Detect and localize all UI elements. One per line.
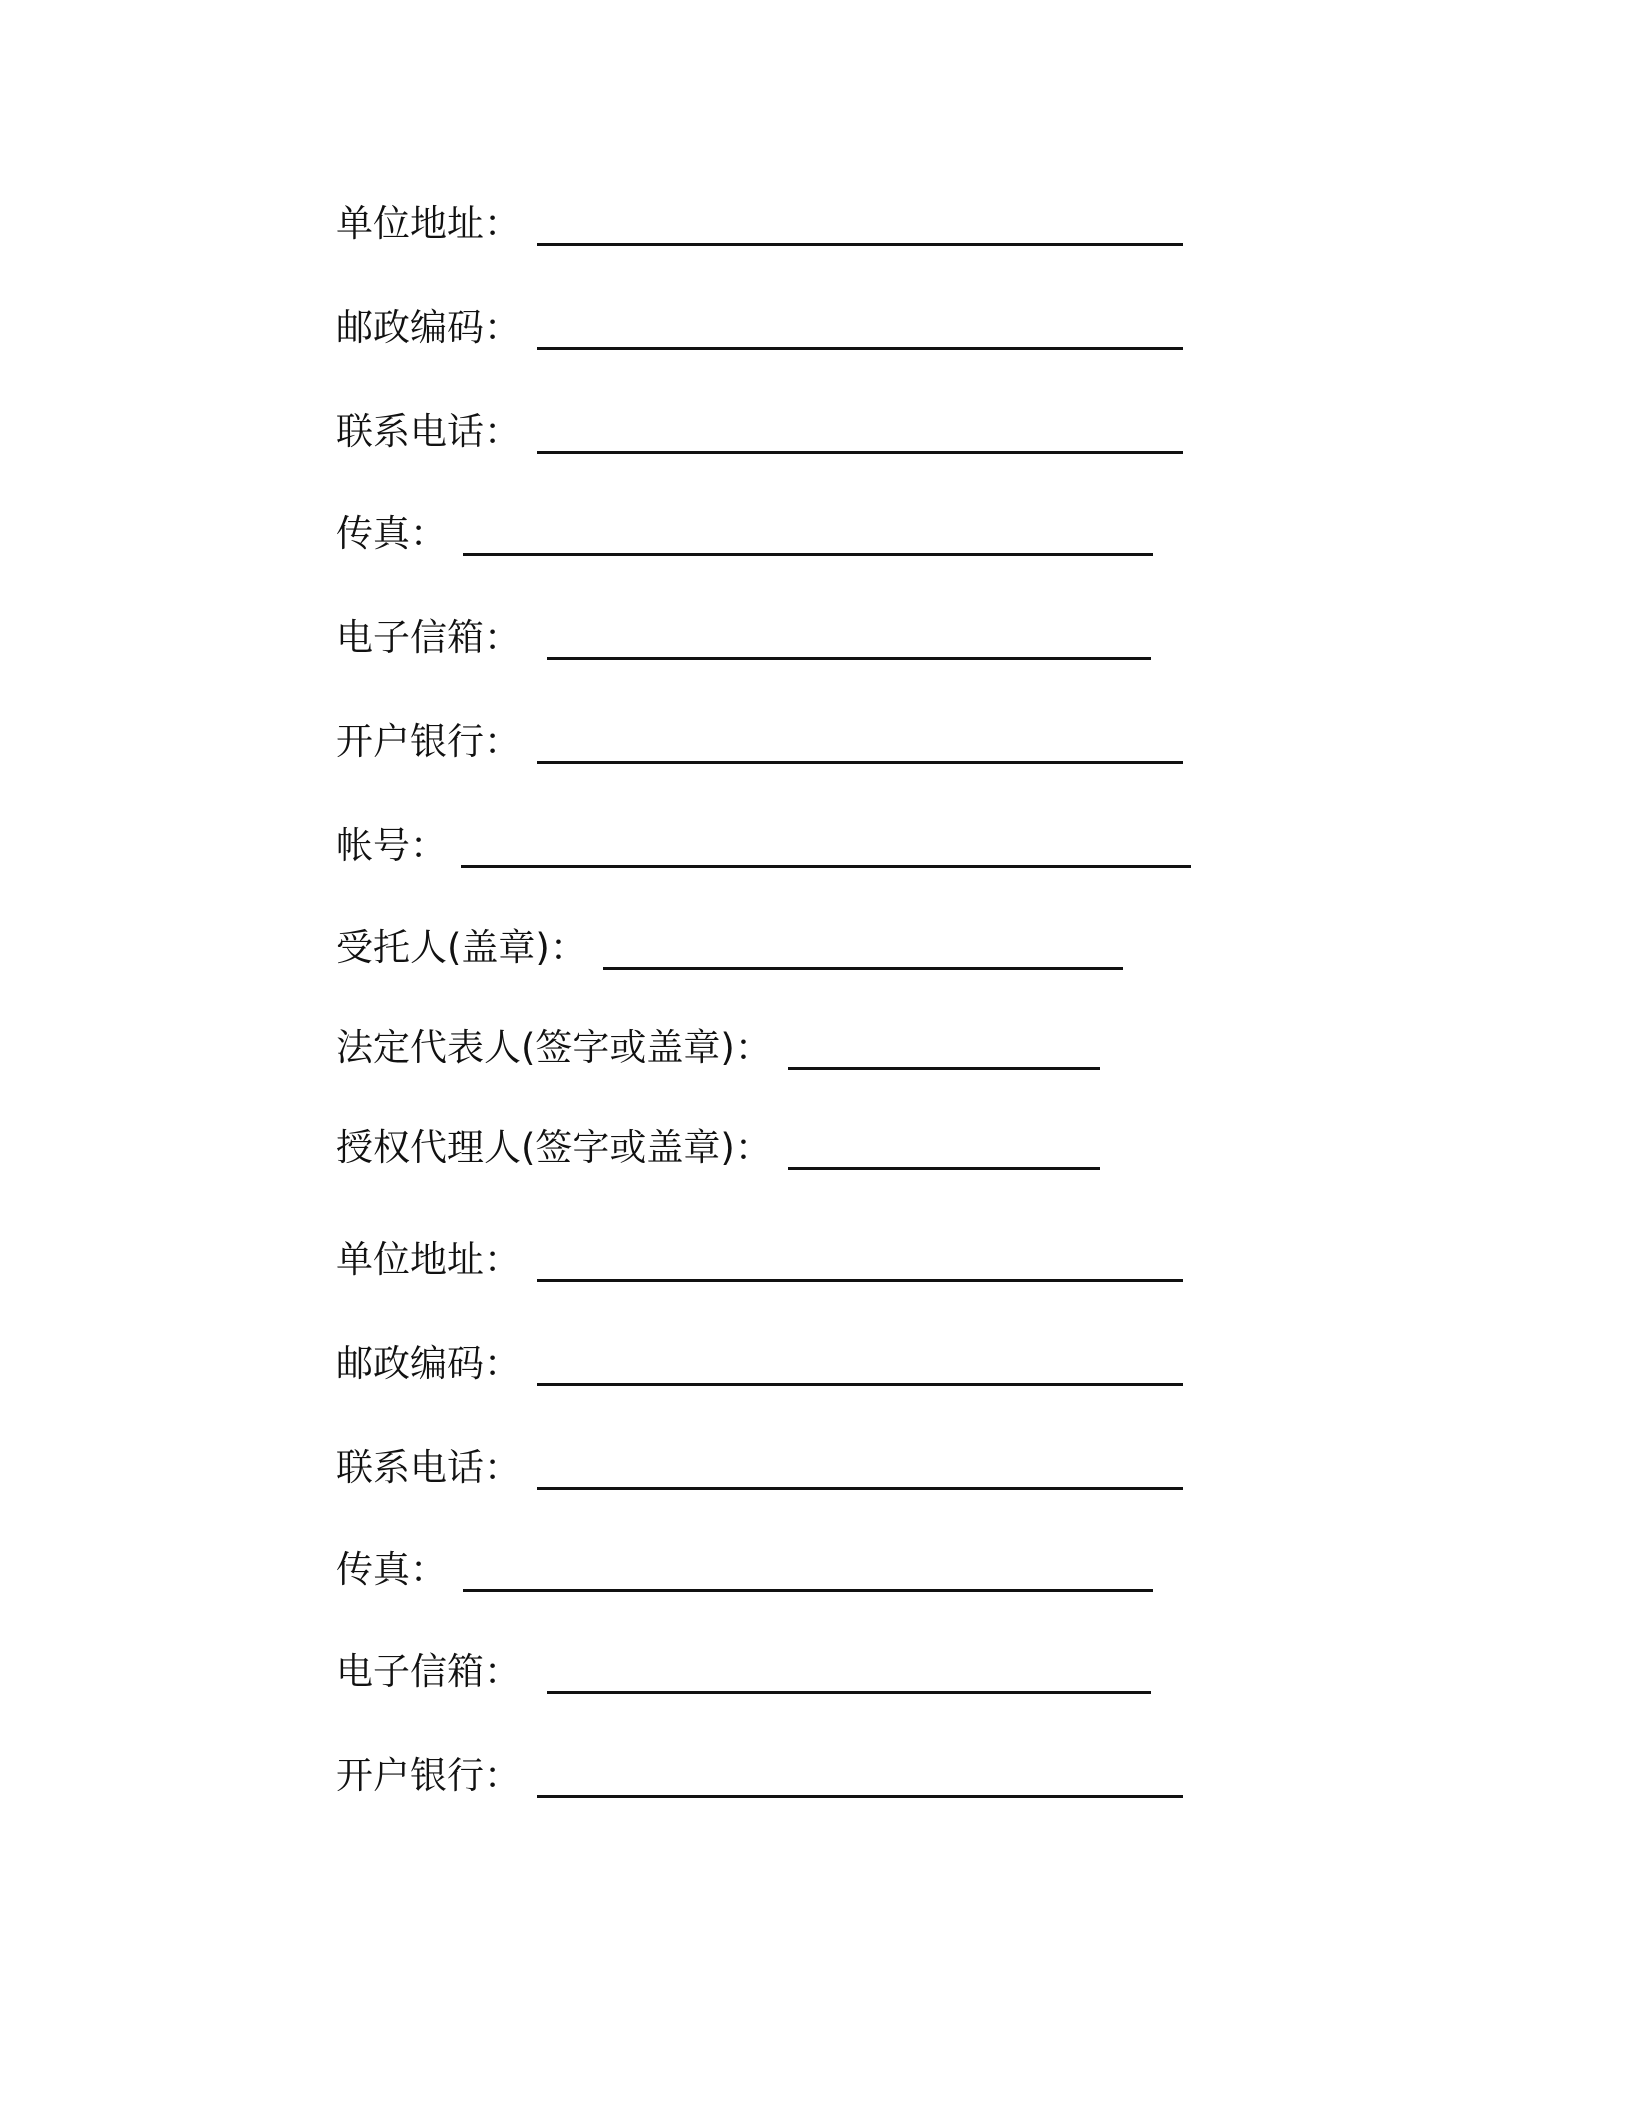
field-label: 邮政编码： bbox=[336, 306, 521, 349]
field-label: 邮政编码： bbox=[336, 1342, 521, 1385]
field-label: 传真： bbox=[336, 512, 447, 555]
fill-blank-line[interactable] bbox=[603, 967, 1123, 970]
field-authorized-agent bbox=[336, 1116, 1100, 1180]
fill-blank-line[interactable] bbox=[463, 553, 1153, 556]
field-phone-1 bbox=[336, 400, 1183, 464]
field-legal-representative bbox=[336, 1016, 1100, 1080]
fill-blank-line[interactable] bbox=[537, 1795, 1183, 1798]
field-label: 帐号： bbox=[336, 824, 447, 867]
fill-blank-line[interactable] bbox=[537, 1279, 1183, 1282]
fill-blank-line[interactable] bbox=[461, 865, 1191, 868]
field-account bbox=[336, 814, 1191, 878]
field-postal-code-1 bbox=[336, 296, 1183, 360]
field-label: 受托人(盖章)： bbox=[336, 926, 587, 969]
fill-blank-line[interactable] bbox=[537, 451, 1183, 454]
fill-blank-line[interactable] bbox=[788, 1167, 1100, 1170]
field-bank-2 bbox=[336, 1744, 1183, 1808]
fill-blank-line[interactable] bbox=[537, 1487, 1183, 1490]
field-bank-1 bbox=[336, 710, 1183, 774]
fill-blank-line[interactable] bbox=[537, 761, 1183, 764]
field-trustee-seal bbox=[336, 916, 1123, 980]
field-label: 单位地址： bbox=[336, 1238, 521, 1281]
fill-blank-line[interactable] bbox=[537, 1383, 1183, 1386]
field-email-1 bbox=[336, 606, 1151, 670]
field-fax-2 bbox=[336, 1538, 1153, 1602]
field-label: 联系电话： bbox=[336, 1446, 521, 1489]
fill-blank-line[interactable] bbox=[547, 657, 1151, 660]
fill-blank-line[interactable] bbox=[537, 243, 1183, 246]
fill-blank-line[interactable] bbox=[788, 1067, 1100, 1070]
field-label: 电子信箱： bbox=[336, 616, 521, 659]
field-label: 法定代表人(签字或盖章)： bbox=[336, 1026, 772, 1069]
field-label: 传真： bbox=[336, 1548, 447, 1591]
field-label: 授权代理人(签字或盖章)： bbox=[336, 1126, 772, 1169]
field-unit-address-2 bbox=[336, 1228, 1183, 1292]
field-email-2 bbox=[336, 1640, 1151, 1704]
fill-blank-line[interactable] bbox=[547, 1691, 1151, 1694]
field-fax-1 bbox=[336, 502, 1153, 566]
field-label: 单位地址： bbox=[336, 202, 521, 245]
field-label: 电子信箱： bbox=[336, 1650, 521, 1693]
field-phone-2 bbox=[336, 1436, 1183, 1500]
fill-blank-line[interactable] bbox=[463, 1589, 1153, 1592]
field-label: 开户银行： bbox=[336, 1754, 521, 1797]
field-label: 联系电话： bbox=[336, 410, 521, 453]
fill-blank-line[interactable] bbox=[537, 347, 1183, 350]
field-unit-address-1 bbox=[336, 192, 1183, 256]
field-postal-code-2 bbox=[336, 1332, 1183, 1396]
field-label: 开户银行： bbox=[336, 720, 521, 763]
